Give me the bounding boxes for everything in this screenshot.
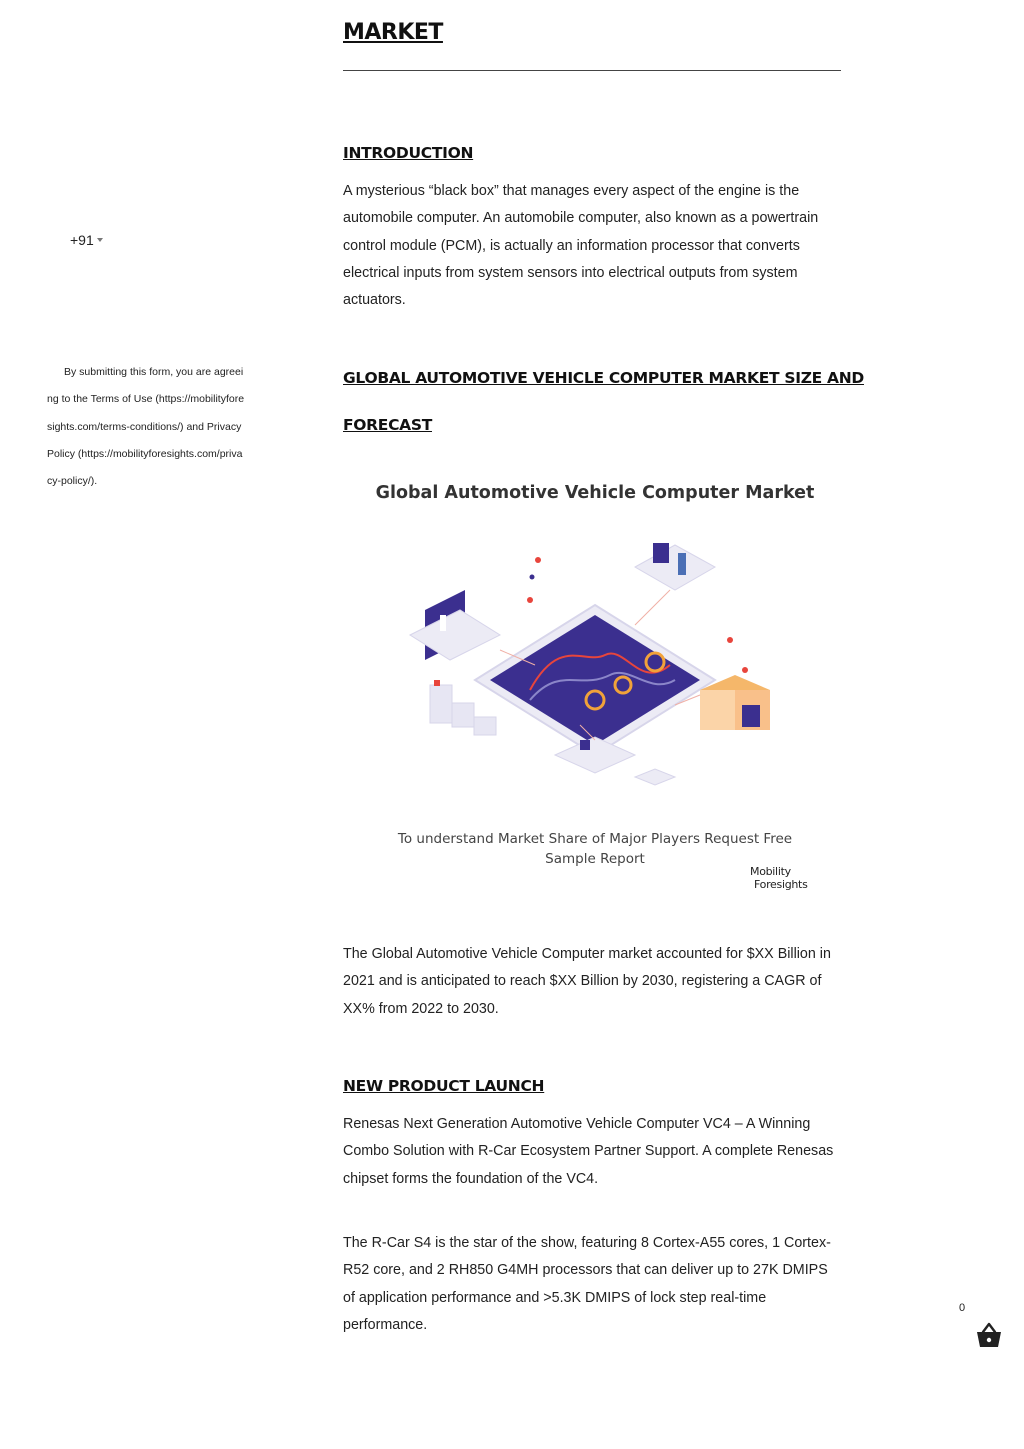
cart-count-badge: 0 bbox=[959, 1302, 966, 1314]
isometric-dashboard-illustration bbox=[370, 515, 820, 815]
phone-code-label: +91 bbox=[70, 232, 94, 248]
caption-line-2: Sample Report bbox=[545, 851, 645, 867]
introduction-heading: INTRODUCTION bbox=[343, 144, 474, 162]
new-product-body-1: Renesas Next Generation Automotive Vehicle Computer VC4 – A Winning Combo Solution with R-Car Ecosystem Partner Support. A complete Renesas chipset forms the foundation of the VC4. bbox=[343, 1116, 834, 1187]
consent-text: By submitting this form, you are agreeing to the Terms of Use (https://mobilityforesights.com/terms-conditions/) and Privacy Policy (https://mobilityforesights.com/privacy-policy/). bbox=[47, 366, 245, 488]
page-title: MARKET bbox=[343, 20, 443, 45]
title-divider bbox=[343, 70, 841, 71]
logo-line-1: Mobility bbox=[750, 865, 791, 878]
introduction-body: A mysterious “black box” that manages every aspect of the engine is the automobile computer. An automobile computer, also known as a powertrain control module (PCM), is actually an information processor that converts electrical inputs from system sensors into electrical outputs from system actuators. bbox=[343, 183, 819, 309]
infographic-title: Global Automotive Vehicle Computer Market bbox=[375, 483, 815, 503]
caption-line-1: To understand Market Share of Major Players Request Free bbox=[397, 831, 793, 847]
chevron-down-icon bbox=[97, 238, 103, 242]
market-size-heading-line1: GLOBAL AUTOMOTIVE VEHICLE COMPUTER MARKET SIZE AND bbox=[343, 369, 864, 387]
basket-icon[interactable] bbox=[974, 1321, 1004, 1351]
infographic-caption bbox=[370, 829, 820, 869]
market-size-body: The Global Automotive Vehicle Computer market accounted for $XX Billion in 2021 and is anticipated to reach $XX Billion by 2030, registering a CAGR of XX% from 2022 to 2030. bbox=[343, 946, 831, 1017]
new-product-body-2: The R-Car S4 is the star of the show, featuring 8 Cortex-A55 cores, 1 Cortex-R52 core, and 2 RH850 G4MH processors that can deliver up to 27K DMIPS of application performance and >5.3K DMIPS of lock step real-time performance. bbox=[343, 1235, 831, 1333]
mobility-foresights-logo bbox=[750, 865, 808, 891]
market-size-heading-line2: FORECAST bbox=[343, 416, 432, 434]
phone-country-code-select[interactable] bbox=[70, 232, 103, 248]
logo-line-2: Foresights bbox=[754, 878, 808, 891]
market-infographic[interactable] bbox=[370, 475, 820, 905]
new-product-heading: NEW PRODUCT LAUNCH bbox=[343, 1077, 545, 1095]
